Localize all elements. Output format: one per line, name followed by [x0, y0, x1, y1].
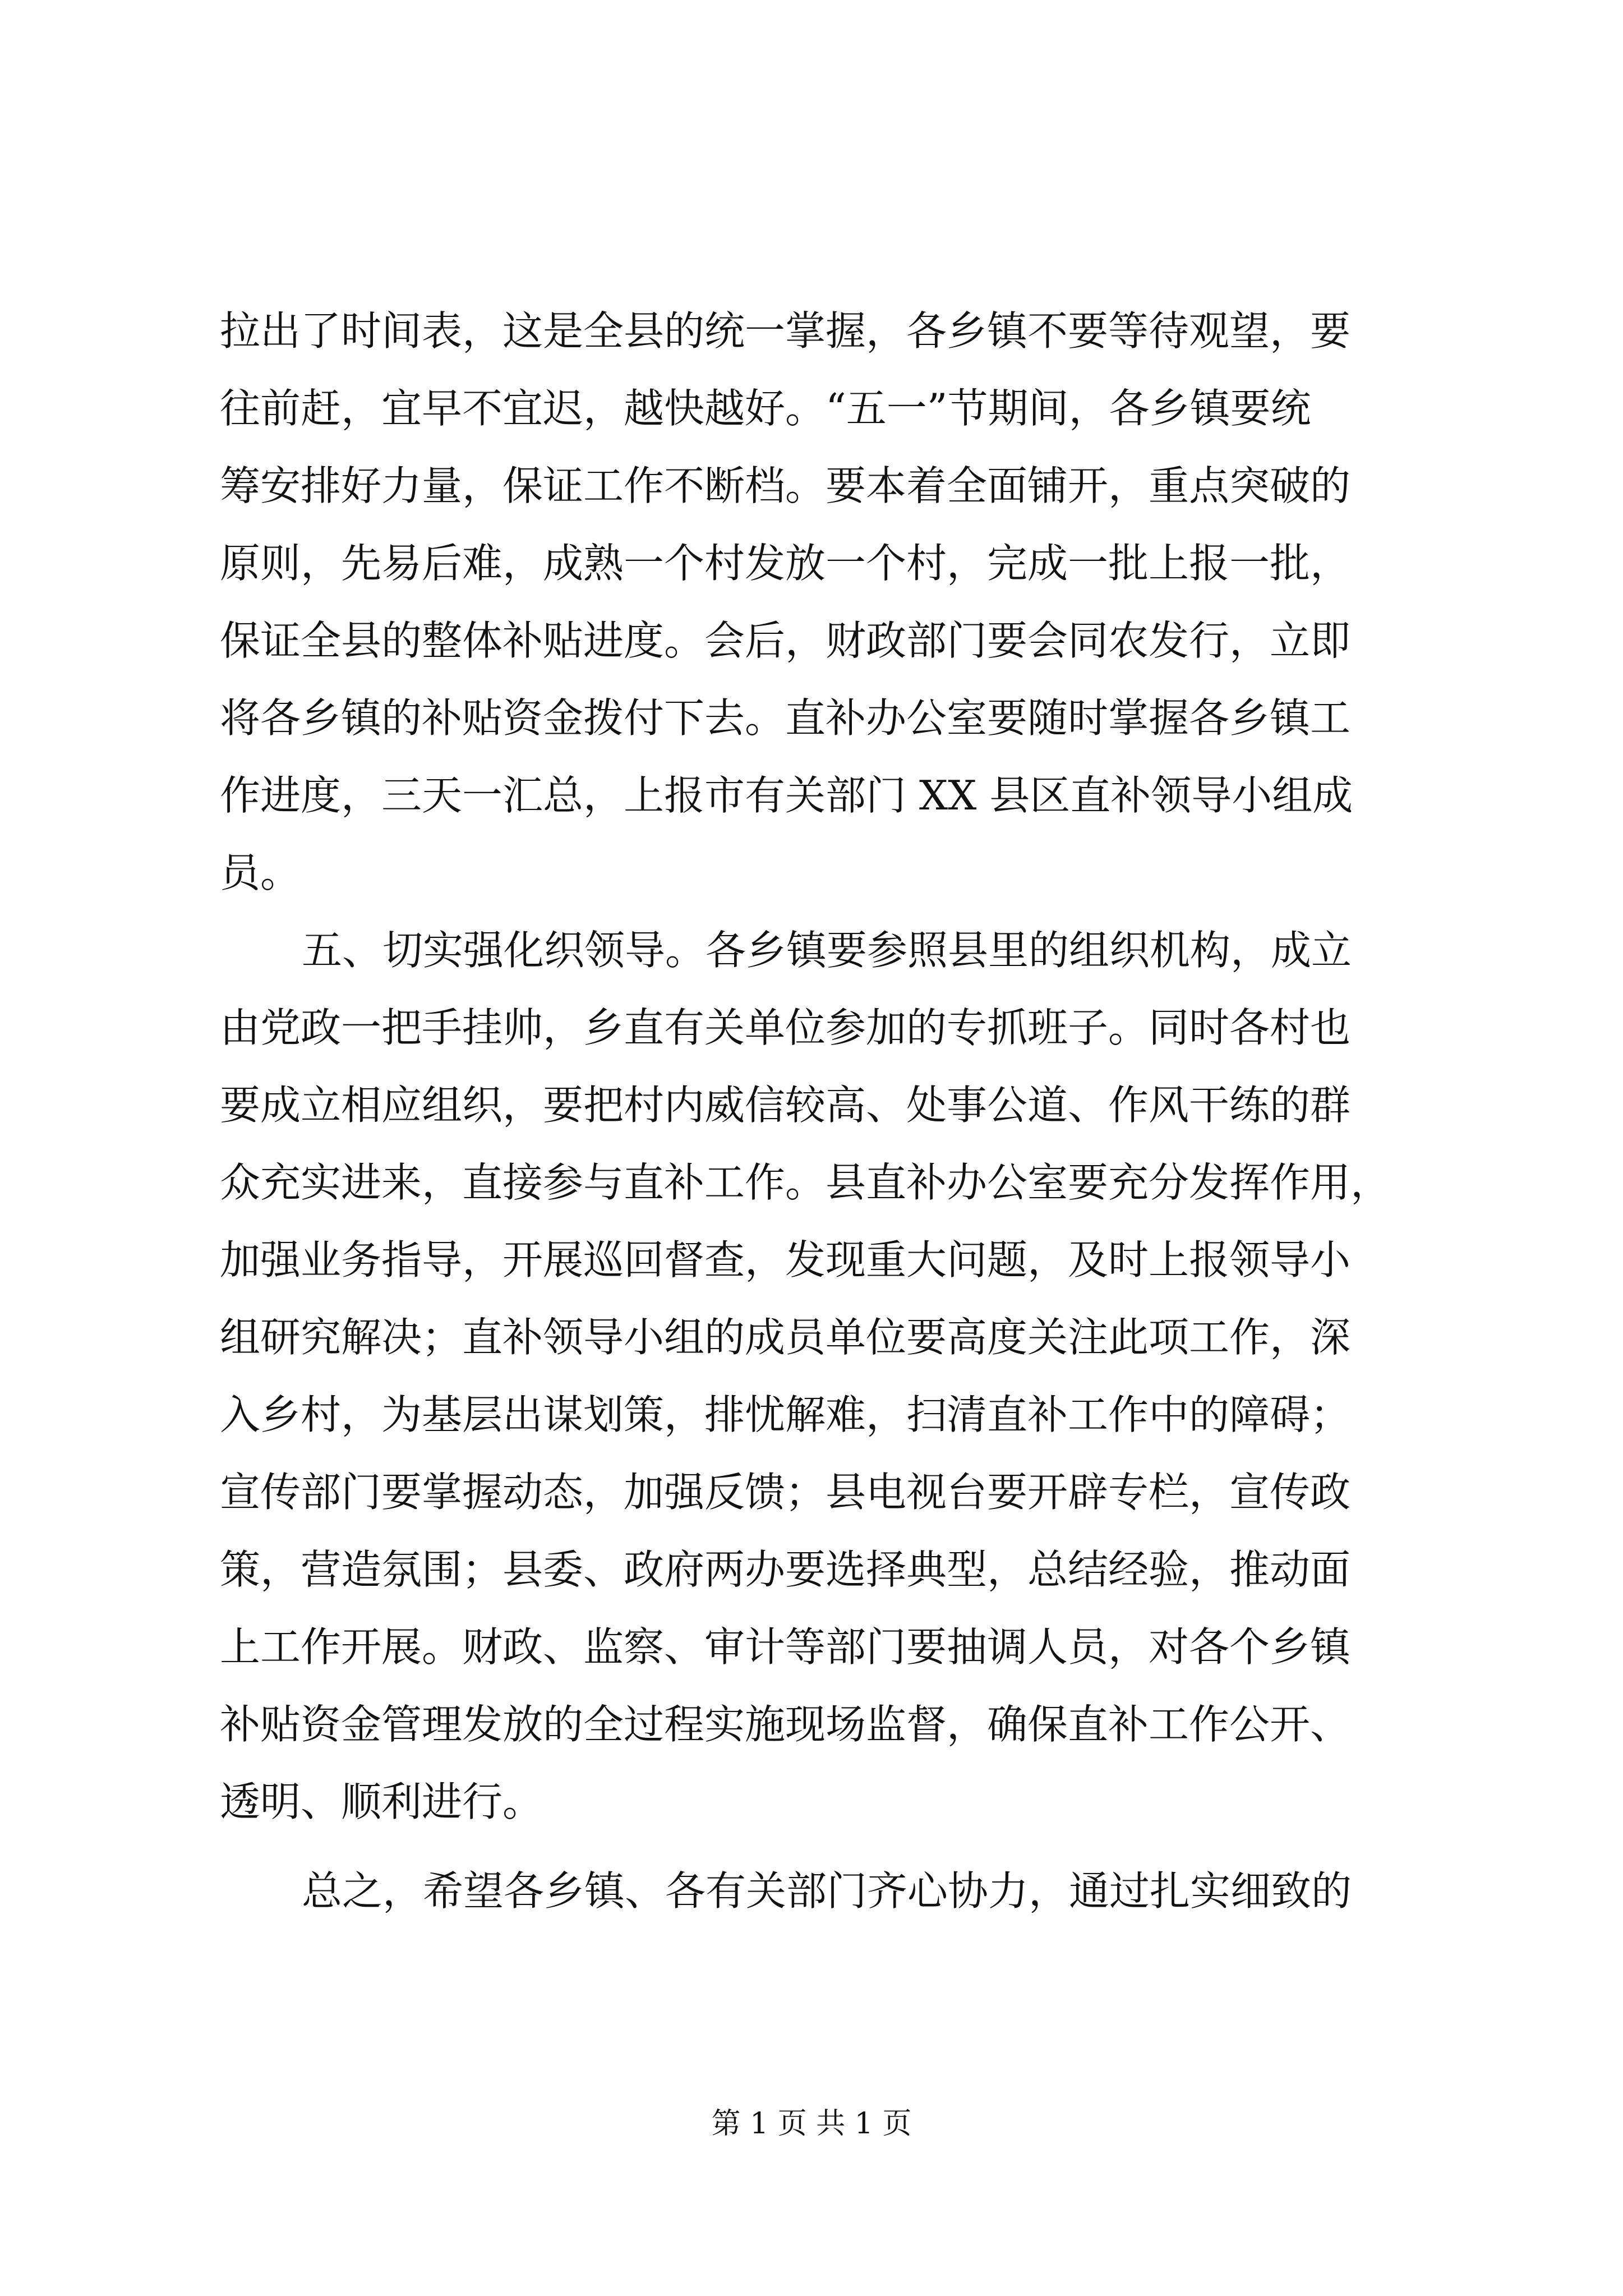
- text-line: 加强业务指导，开展巡回督查，发现重大问题，及时上报领导小: [220, 1236, 1351, 1283]
- text-line: 补贴资金管理发放的全过程实施现场监督，确保直补工作公开、: [220, 1701, 1351, 1748]
- text-line: 宣传部门要掌握动态，加强反馈；县电视台要开辟专栏，宣传政: [220, 1469, 1351, 1516]
- page-number-footer: 第 1 页 共 1 页: [711, 2107, 912, 2141]
- text-line: 组研究解决；直补领导小组的成员单位要高度关注此项工作，深: [220, 1314, 1351, 1361]
- text-line: 要成立相应组织，要把村内威信较高、处事公道、作风干练的群: [220, 1082, 1351, 1129]
- text-line: 往前赶，宜早不宜迟，越快越好。“五一”节期间，各乡镇要统: [220, 385, 1311, 432]
- text-line: 策，营造氛围；县委、政府两办要选择典型，总结经验，推动面: [220, 1546, 1351, 1593]
- text-line: 拉出了时间表，这是全县的统一掌握，各乡镇不要等待观望，要: [220, 307, 1351, 355]
- text-line: 透明、顺利进行。: [220, 1778, 543, 1825]
- text-line: 众充实进来，直接参与直补工作。县直补办公室要充分发挥作用，: [220, 1159, 1391, 1206]
- text-line: 筹安排好力量，保证工作不断档。要本着全面铺开，重点突破的: [220, 462, 1351, 509]
- text-line: 将各乡镇的补贴资金拨付下去。直补办公室要随时掌握各乡镇工: [220, 694, 1351, 742]
- paragraph-first-line: 总之，希望各乡镇、各有关部门齐心协力，通过扎实细致的: [302, 1867, 1352, 1915]
- text-line: 上工作开展。财政、监察、审计等部门要抽调人员，对各个乡镇: [220, 1623, 1351, 1671]
- text-line: 原则，先易后难，成熟一个村发放一个村，完成一批上报一批，: [220, 540, 1351, 587]
- text-line: 由党政一把手挂帅，乡直有关单位参加的专抓班子。同时各村也: [220, 1004, 1351, 1051]
- text-line: 员。: [220, 849, 301, 896]
- paragraph-heading: 五、切实强化织领导。各乡镇要参照县里的组织机构，成立: [302, 927, 1352, 974]
- text-line: 入乡村，为基层出谋划策，排忧解难，扫清直补工作中的障碍；: [220, 1391, 1351, 1438]
- text-line: 作进度，三天一汇总，上报市有关部门 XX 县区直补领导小组成: [220, 772, 1353, 819]
- text-line: 保证全县的整体补贴进度。会后，财政部门要会同农发行，立即: [220, 617, 1351, 664]
